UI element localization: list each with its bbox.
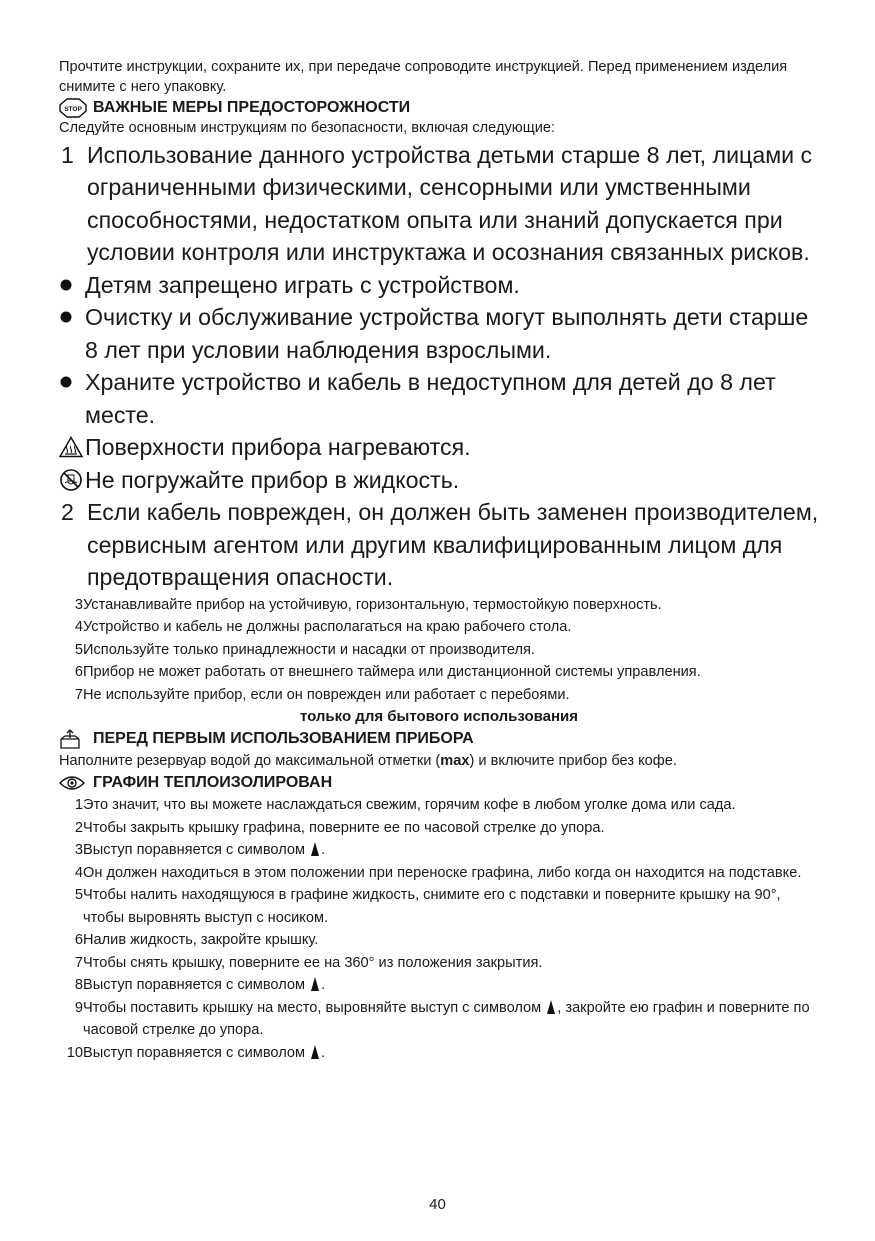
item-text-part: . [321,842,326,858]
item-text [83,1042,819,1065]
hot-surface-icon [59,431,85,464]
page-number: 40 [429,1196,446,1213]
item-text-part: , закройте ею графин и поверните по часовой стрелке до упора. [83,999,810,1038]
hot-surface-text: Поверхности прибора нагреваются. [85,434,471,460]
list-item [59,1042,819,1065]
first-use-text-after: ) и включите прибор без кофе. [469,753,677,769]
alignment-symbol-icon [311,842,319,856]
bullet-icon [59,269,85,302]
item-text [83,974,819,997]
first-use-text-before: Наполните резервуар водой до максимальной отметки ( [59,753,441,769]
bullet-icon [59,366,85,399]
stop-icon [59,98,93,118]
list-item [59,952,819,975]
bullet-text: Храните устройство и кабель в недоступном для детей до 8 лет месте. [85,369,776,428]
item-text-part: Чтобы поставить крышку на место, выровняйте выступ с символом [83,999,546,1016]
first-use-heading [59,728,819,750]
safety-heading [59,97,819,119]
item-number: 3 [74,596,83,613]
item-number: 4 [74,619,83,635]
bullet-text: Очистку и обслуживание устройства могут выполнять дети старше 8 лет при условии наблюдения взрослыми. [85,304,809,363]
first-use-text [59,750,819,772]
item-text: Налив жидкость, закройте крышку. [83,932,319,948]
carafe-heading [59,772,819,794]
no-immerse-text: Не погружайте прибор в жидкость. [85,466,460,493]
item-text: Это значит, что вы можете наслаждаться свежим, горячим кофе в любом уголке дома или сада. [83,797,736,813]
safety-big-list [59,139,819,594]
alignment-symbol-icon [547,1000,555,1014]
alignment-symbol-icon [311,977,319,991]
bullet-item [59,366,819,431]
item-text: Чтобы закрыть крышку графина, поверните ее по часовой стрелке до упора. [83,819,605,836]
no-immerse-warning [59,464,819,497]
item-number: 2 [61,499,74,525]
item-text-part: Выступ поравняется с символом [83,842,310,858]
item-number: 5 [74,641,83,658]
item-text: Чтобы налить находящуюся в графине жидкость, снимите его с подставки и поверните крышку на 90°, чтобы выровнять выступ с носиком. [83,887,781,926]
item-number: 6 [74,664,83,680]
item-text: Используйте только принадлежности и насадки от производителя. [83,641,535,658]
no-immerse-icon [59,464,85,497]
item-number: 8 [74,977,83,993]
list-item [59,839,819,862]
safety-title: ВАЖНЫЕ МЕРЫ ПРЕДОСТОРОЖНОСТИ [93,99,411,116]
item-text-part: . [321,1044,326,1061]
item-number: 7 [74,954,83,971]
list-item [59,817,819,840]
list-item [59,997,819,1042]
carafe-list [59,794,819,1064]
item-text-part: Выступ поравняется с символом [83,977,310,993]
alignment-symbol-icon [311,1045,319,1059]
item-text-part: . [321,977,326,993]
item-text: Чтобы снять крышку, поверните ее на 360° из положения закрытия. [83,954,543,971]
stop-icon-text: STOP [64,106,82,113]
list-item [59,616,819,639]
list-item [59,929,819,952]
list-item [59,639,819,662]
item-text: Прибор не может работать от внешнего таймера или дистанционной системы управления. [83,664,701,680]
item-text: Использование данного устройства детьми старше 8 лет, лицами с ограниченными физическими, сенсорными или умственными способностями, недостатком опыта или знаний допускается при условии контроля или инструктажа и осознания связанных рисков. [87,141,813,265]
bullet-text: Детям запрещено играть с устройством. [85,271,520,298]
bullet-item [59,269,819,302]
item-number: 9 [74,999,83,1016]
item-number: 3 [74,842,83,858]
bullet-item [59,301,819,366]
item-number: 1 [74,797,83,813]
list-item [59,594,819,617]
household-use-note: только для бытового использования [299,708,579,725]
first-use-title: ПЕРЕД ПЕРВЫМ ИСПОЛЬЗОВАНИЕМ ПРИБОРА [93,730,474,747]
item-number: 7 [74,686,83,703]
list-item [59,661,819,684]
item-number: 1 [61,141,74,168]
eye-icon [59,773,93,793]
intro-text: Прочтите инструкции, сохраните их, при передаче сопроводите инструкцией. Перед применением изделия снимите с него упаковку. [59,59,788,95]
list-item [59,884,819,929]
safety-subtitle: Следуйте основным инструкциям по безопасности, включая следующие: [59,120,556,136]
bullet-icon [59,301,85,334]
list-item [59,862,819,885]
hot-surface-warning [59,431,819,464]
item-number: 5 [74,887,83,903]
item-number: 6 [74,932,83,948]
item-text: Устройство и кабель не должны располагаться на краю рабочего стола. [83,619,572,635]
list-item [59,794,819,817]
max-mark: max [440,753,470,769]
item-number: 4 [74,864,83,881]
item-number: 10 [66,1044,83,1061]
item-text [83,839,819,862]
list-item [59,974,819,997]
carafe-title: ГРАФИН ТЕПЛОИЗОЛИРОВАН [93,774,333,791]
list-item [59,684,819,707]
page-content [59,58,819,1064]
item-text [83,997,819,1042]
item-text: Если кабель поврежден, он должен быть заменен производителем, сервисным агентом или другим квалифицированным лицом для предотвращения опасности. [87,499,819,590]
safety-item-1 [59,139,819,269]
item-text: Устанавливайте прибор на устойчивую, горизонтальную, термостойкую поверхность. [83,596,662,613]
item-text: Не используйте прибор, если он поврежден или работает с перебоями. [83,686,570,703]
safety-small-list [59,594,819,707]
item-text-part: Выступ поравняется с символом [83,1044,310,1061]
item-text: Он должен находиться в этом положении при переноске графина, либо когда он находится на подставке. [83,864,802,881]
unbox-icon [59,729,93,749]
safety-item-2 [59,496,819,594]
item-number: 2 [74,819,83,836]
